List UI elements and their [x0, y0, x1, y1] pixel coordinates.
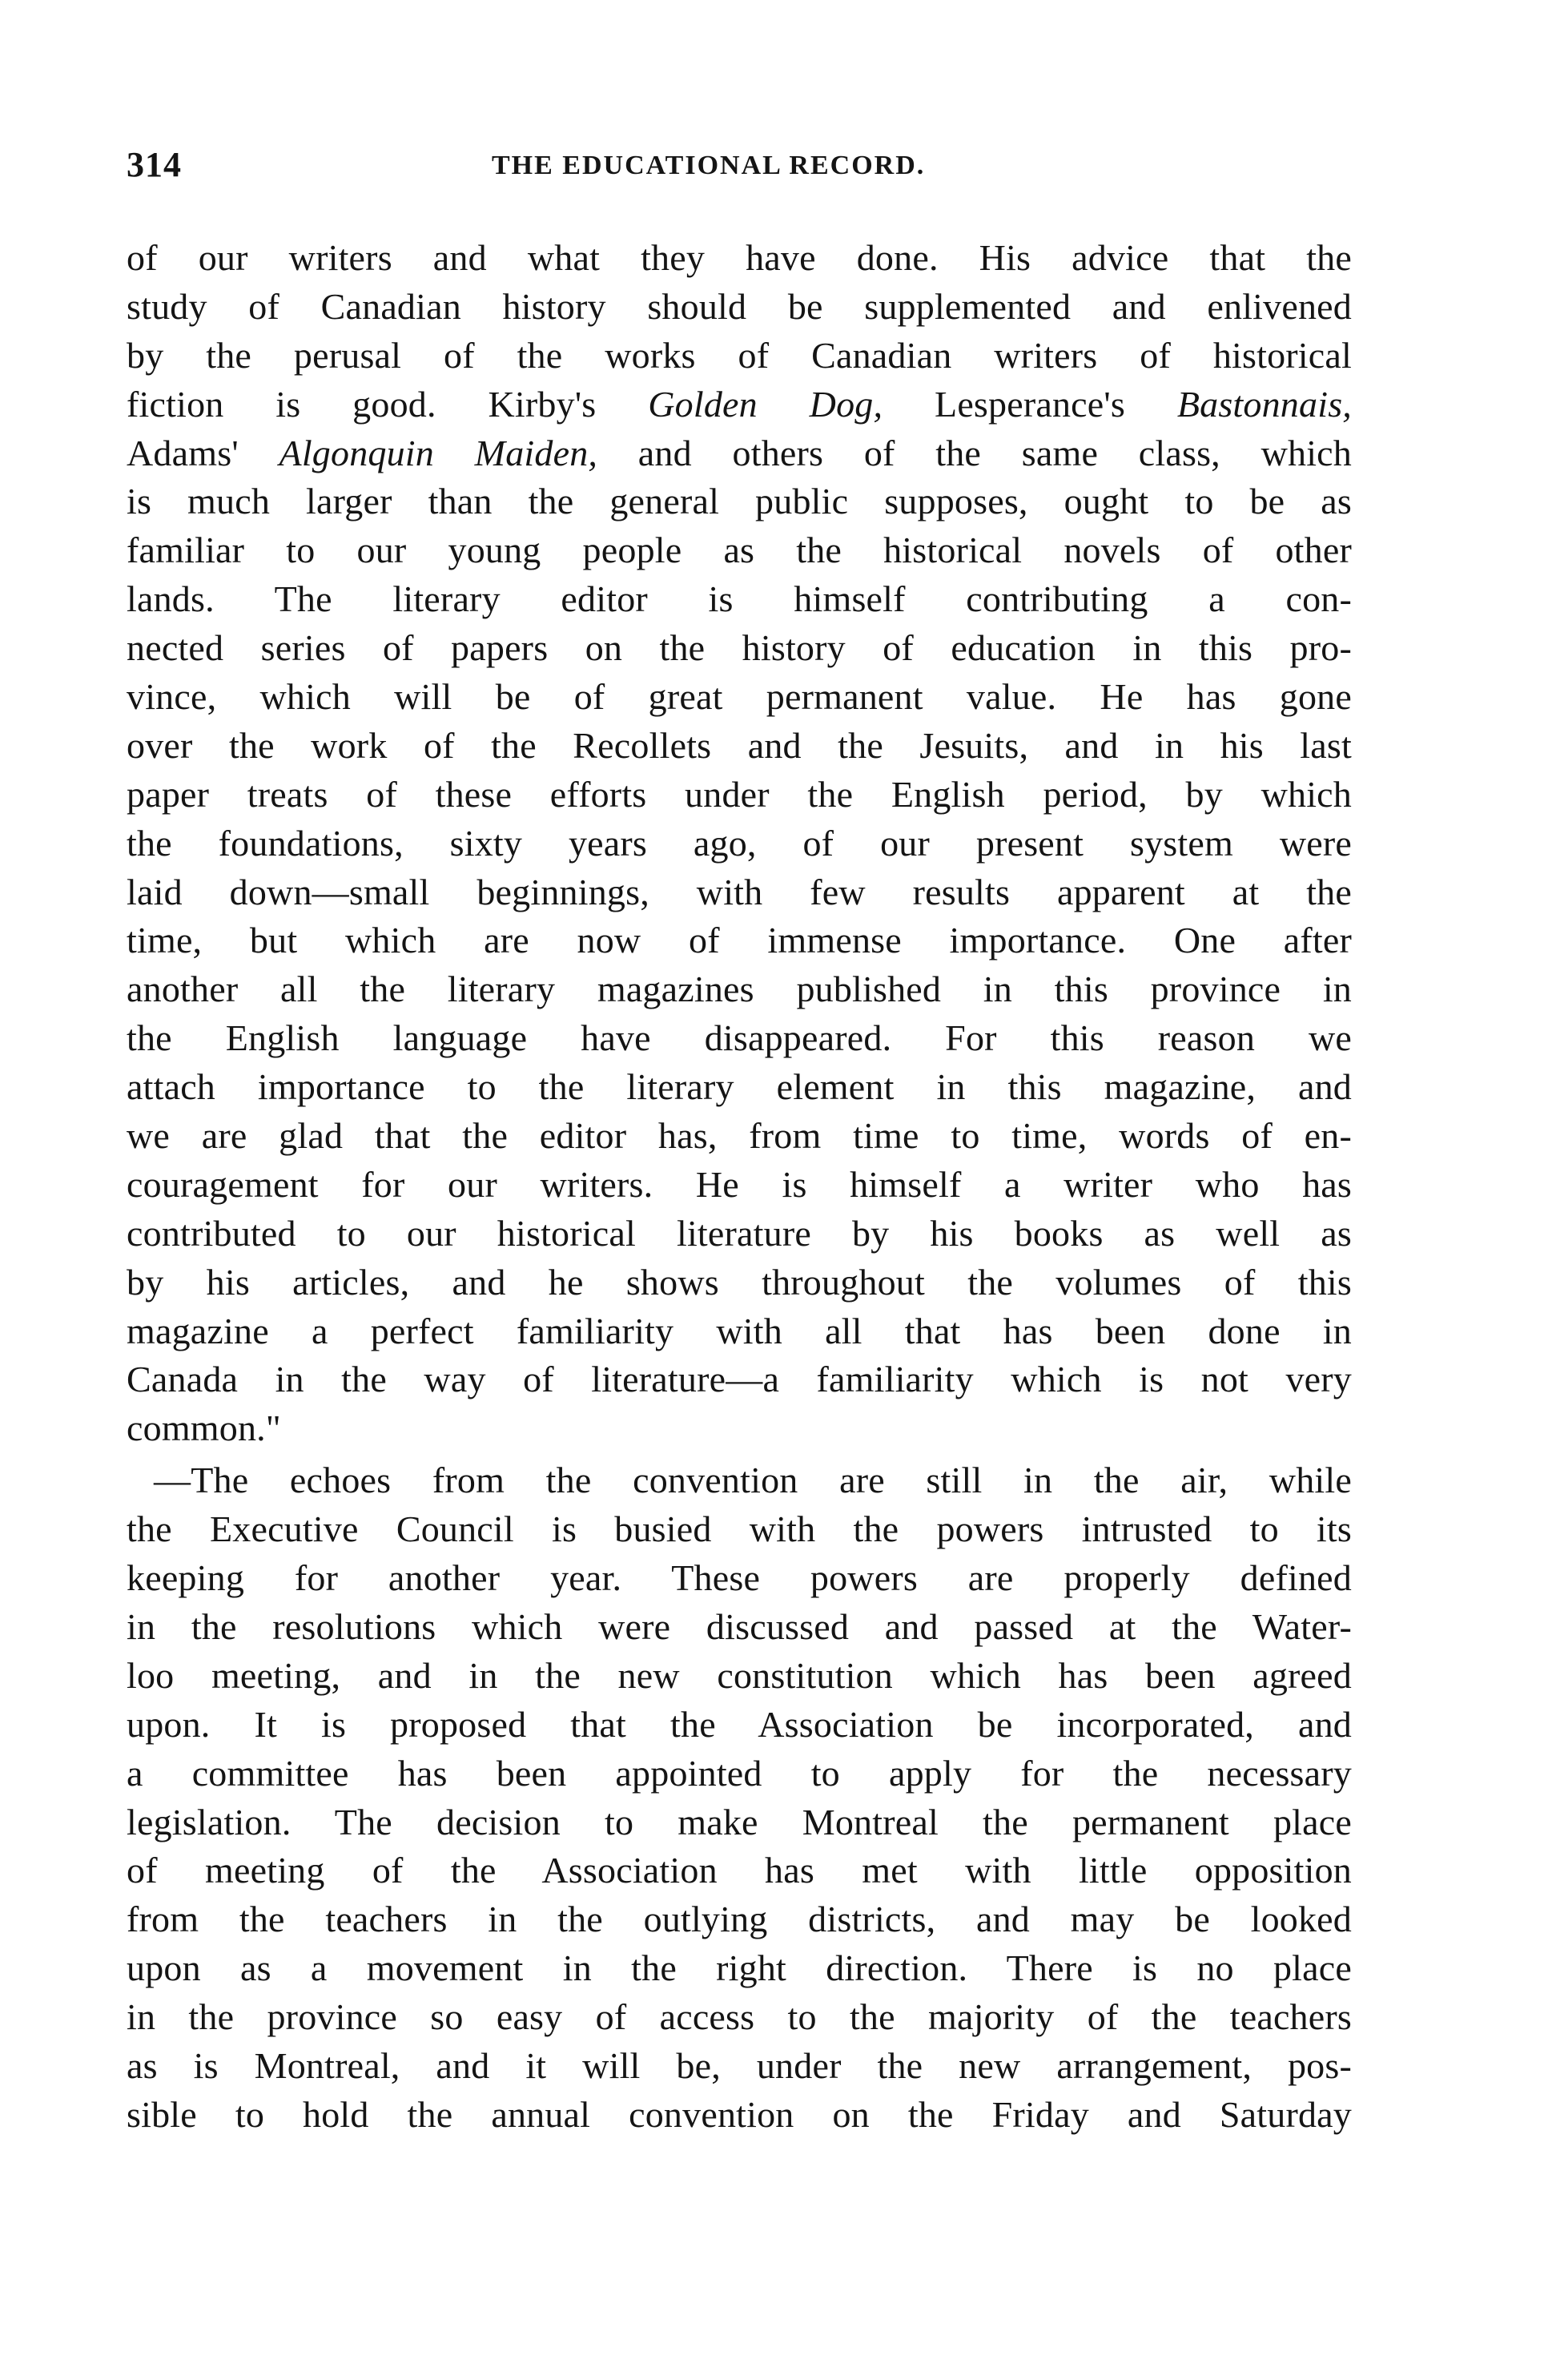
text-line: attach importance to the literary element in this magazine, and [127, 1066, 1352, 1108]
text-line: by his articles, and he shows throughout the volumes of this [127, 1261, 1352, 1303]
text-line: of meeting of the Association has met with little opposition [127, 1850, 1352, 1891]
text-line: paper treats of these efforts under the English period, by which [127, 773, 1352, 815]
text-line: lands. The literary editor is himself contributing a con- [127, 578, 1352, 620]
text-line [127, 429, 1352, 478]
text-line: sible to hold the annual convention on the Friday and Saturday [127, 2093, 1352, 2135]
text-line: in the resolutions which were discussed and passed at the Water- [127, 1605, 1352, 1647]
journal-title: THE EDUCATIONAL RECORD. [492, 151, 926, 180]
text-line: in the province so easy of access to the majority of the teachers [127, 1996, 1352, 2038]
text-line: by the perusal of the works of Canadian writers of historical [127, 334, 1352, 376]
text-line: as is Montreal, and it will be, under the new arrangement, pos- [127, 2044, 1352, 2086]
book-title-bastonnais: Bastonnais, [1176, 383, 1352, 425]
text-segment: and others of the same class, which [597, 432, 1352, 473]
text-line: another all the literary magazines published in this province in [127, 969, 1352, 1010]
text-line: study of Canadian history should be supplemented and enlivened [127, 285, 1352, 327]
text-line: loo meeting, and in the new constitution which has been agreed [127, 1654, 1352, 1696]
text-line: vince, which will be of great permanent value. He has gone [127, 676, 1352, 718]
document-page [127, 144, 1352, 2140]
book-title-algonquin-maiden: Algonquin Maiden, [279, 432, 598, 473]
text-line: the Executive Council is busied with the powers intrusted to its [127, 1508, 1352, 1550]
text-segment: fiction is good. Kirby's [127, 383, 597, 425]
text-line: common." [127, 1407, 281, 1449]
text-line: legislation. The decision to make Montreal the permanent place [127, 1801, 1352, 1842]
text-line: over the work of the Recollets and the Jesuits, and in his last [127, 724, 1352, 766]
text-line: we are glad that the editor has, from time to time, words of en- [127, 1115, 1352, 1157]
running-head [127, 144, 1352, 200]
text-line: time, but which are now of immense importance. One after [127, 920, 1352, 961]
paragraph-2 [127, 1456, 1352, 2139]
text-line: Canada in the way of literature—a familiarity which is not very [127, 1359, 1352, 1400]
text-line: of our writers and what they have done. His advice that the [127, 237, 1352, 278]
text-line: contributed to our historical literature by his books as well as [127, 1212, 1352, 1254]
text-line: from the teachers in the outlying districts, and may be looked [127, 1899, 1352, 1940]
text-line: magazine a perfect familiarity with all that has been done in [127, 1310, 1352, 1351]
text-line: upon. It is proposed that the Association be incorporated, and [127, 1703, 1352, 1745]
text-line: is much larger than the general public supposes, ought to be as [127, 481, 1352, 522]
paragraph-1 [127, 234, 1352, 1453]
text-line: familiar to our young people as the historical novels of other [127, 530, 1352, 571]
text-line: the foundations, sixty years ago, of our present system were [127, 822, 1352, 864]
text-line: couragement for our writers. He is himself a writer who has [127, 1163, 1352, 1205]
text-segment: Adams' [127, 432, 239, 473]
text-line: the English language have disappeared. For this reason we [127, 1017, 1352, 1059]
text-segment: Lesperance's [883, 383, 1177, 425]
text-line: —The echoes from the convention are still in the air, while [154, 1460, 1352, 1501]
page-number: 314 [127, 145, 182, 184]
text-line: keeping for another year. These powers are properly defined [127, 1557, 1352, 1599]
text-line: a committee has been appointed to apply for the necessary [127, 1752, 1352, 1794]
text-line: laid down—small beginnings, with few results apparent at the [127, 871, 1352, 912]
book-title-golden-dog: Golden Dog, [648, 383, 883, 425]
text-line: upon as a movement in the right direction. There is no place [127, 1947, 1352, 1989]
text-line [127, 381, 1352, 429]
text-line: nected series of papers on the history of education in this pro- [127, 627, 1352, 669]
